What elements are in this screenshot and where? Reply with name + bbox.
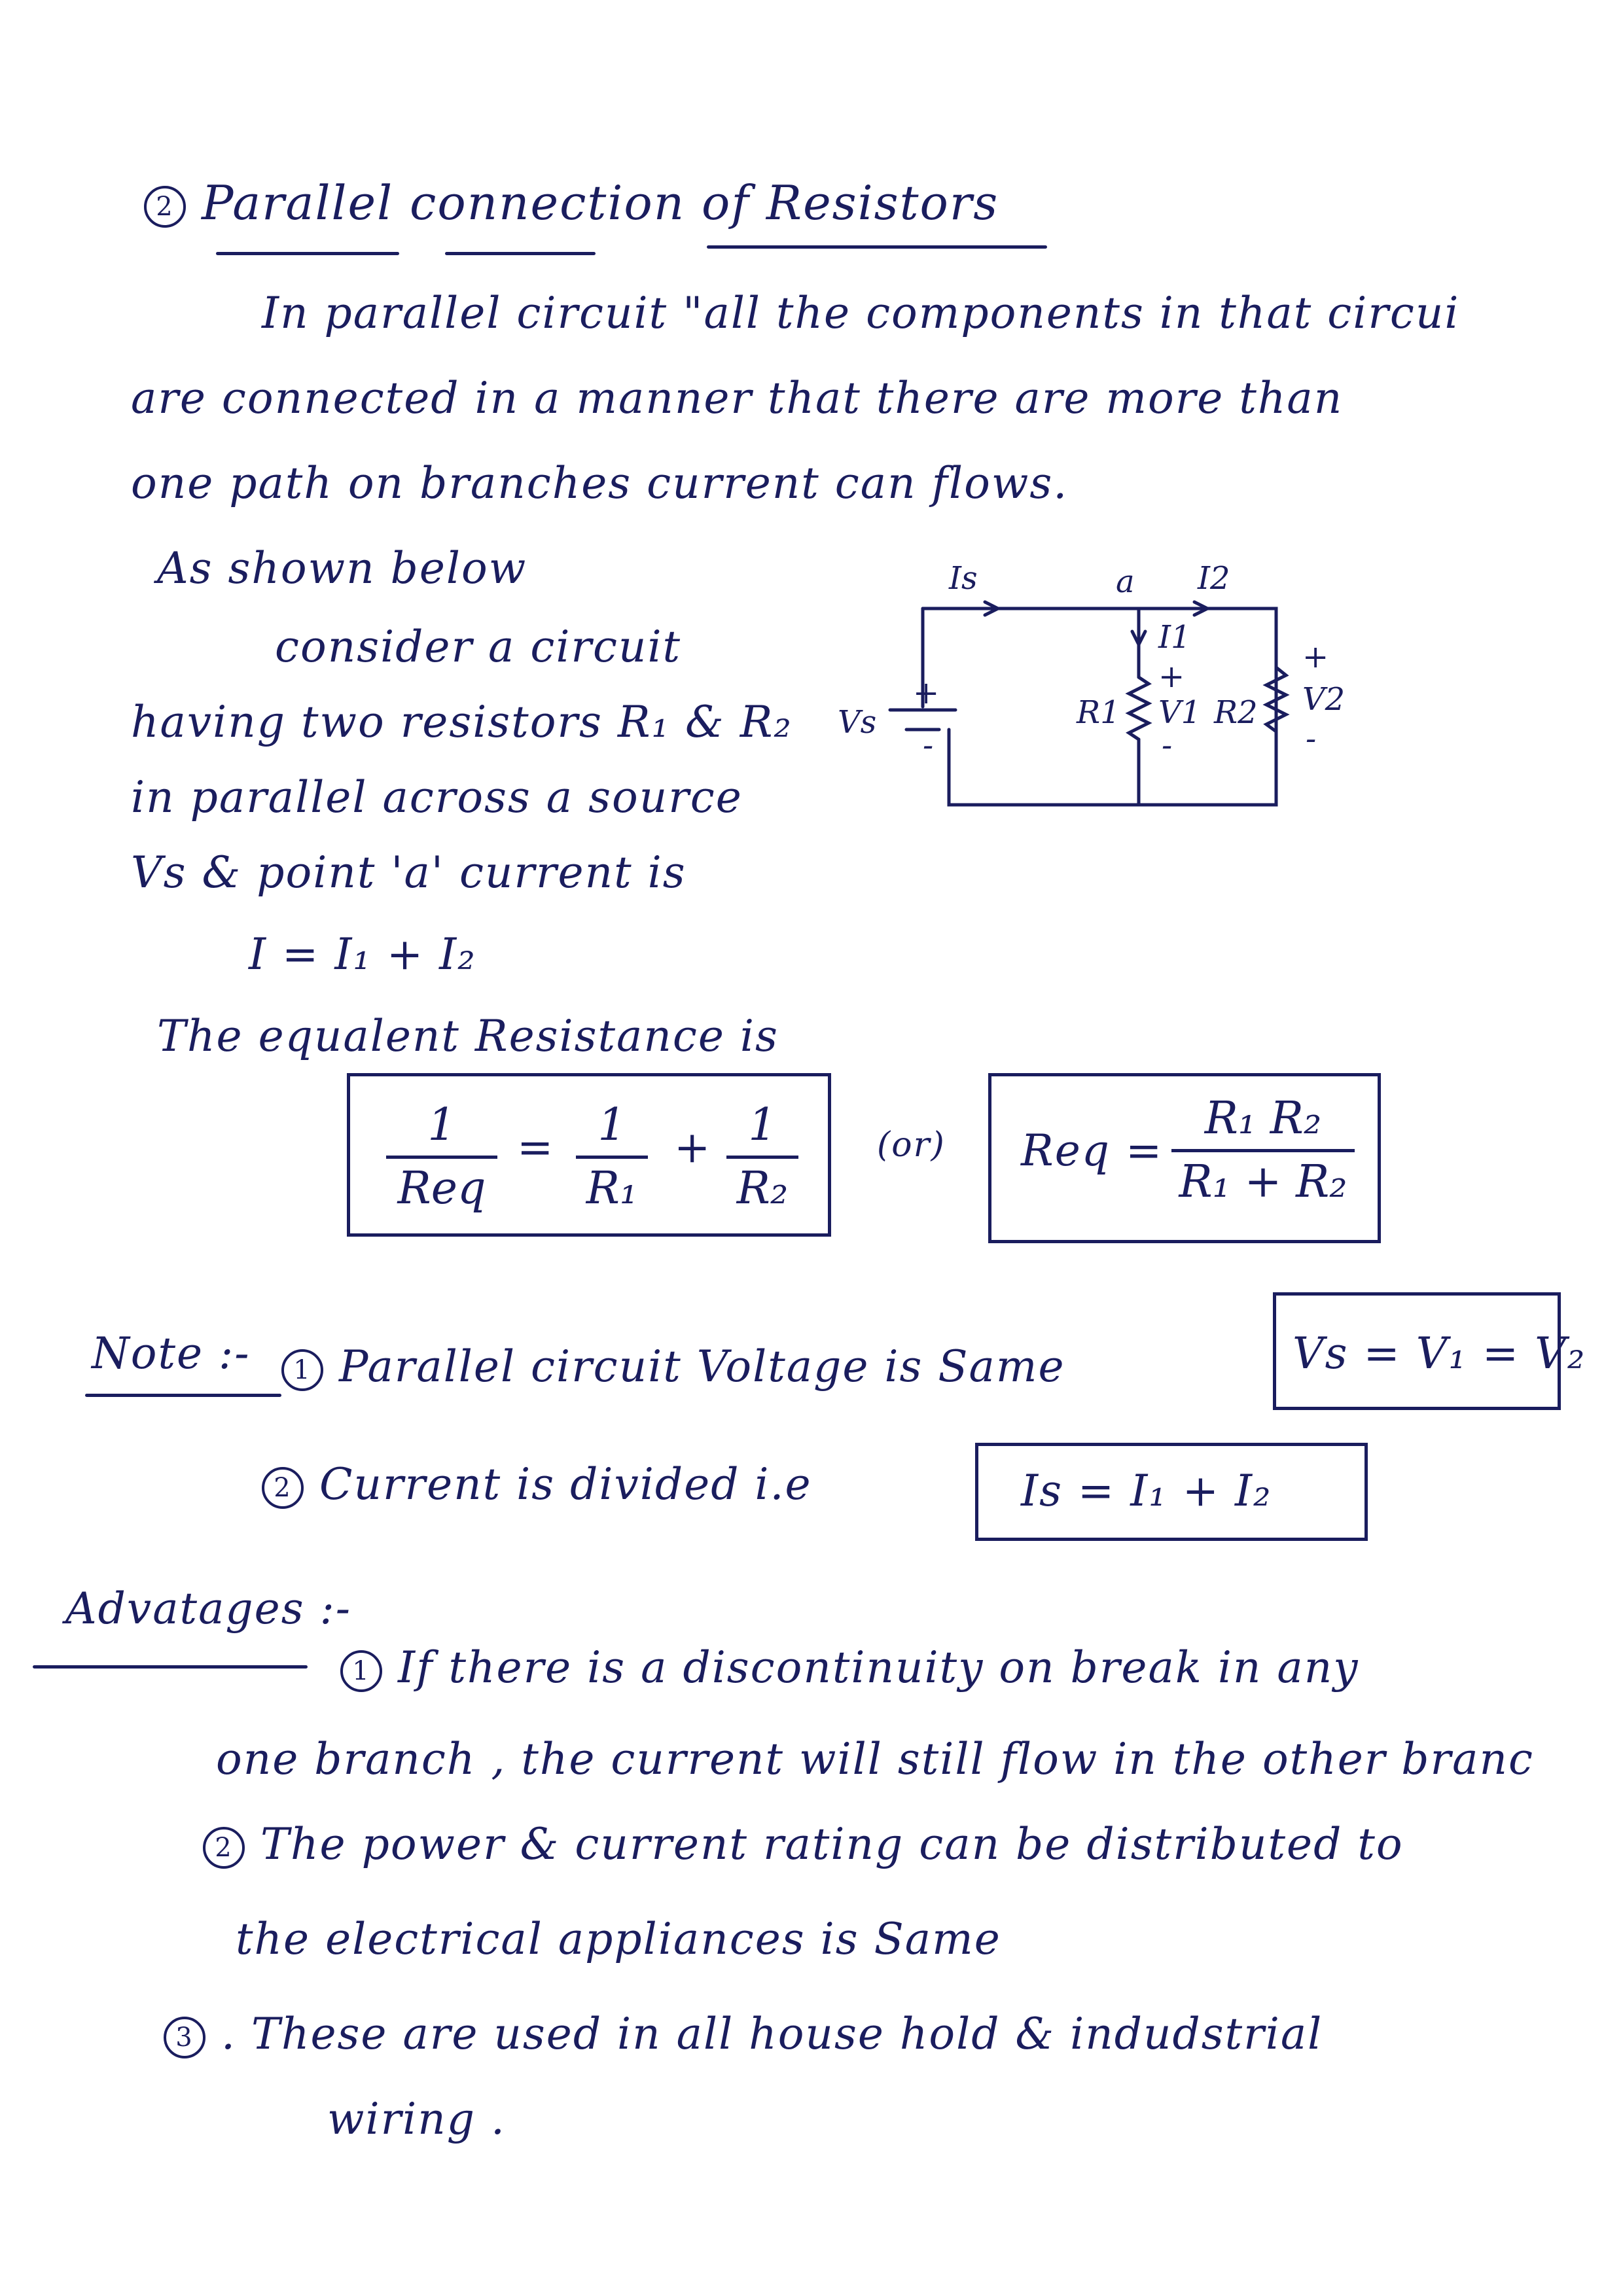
consider-line-3: in parallel across a source: [131, 772, 743, 822]
advantage-2-line-2: the electrical appliances is Same: [236, 1914, 1001, 1964]
advantage-3-number: 3: [164, 2017, 205, 2058]
formula1-plus: +: [674, 1122, 712, 1173]
advantage-1-number: 1: [340, 1650, 382, 1692]
label-battery-plus: +: [913, 675, 940, 711]
label-i1: I1: [1158, 619, 1191, 656]
label-node-a: a: [1116, 563, 1135, 600]
label-v1-minus: -: [1162, 727, 1173, 764]
note-item-1-formula: Vs = V₁ = V₂: [1293, 1328, 1586, 1379]
note-item-1-number: 1: [281, 1349, 323, 1391]
note-item-2-formula: Is = I₁ + I₂: [1021, 1466, 1272, 1516]
label-r2: R2: [1214, 694, 1258, 731]
advantage-1-line-1: 1 If there is a discontinuity on break in any: [340, 1642, 1359, 1693]
parallel-circuit-diagram: [818, 556, 1374, 883]
intro-line-1: In parallel circuit "all the components in that circui: [262, 288, 1460, 338]
resistor-r1: [1129, 677, 1149, 739]
advantage-3-line-1: 3 . These are used in all house hold & indudstrial: [164, 2009, 1323, 2059]
note-item-2-number: 2: [262, 1467, 304, 1509]
advantages-label: Advatages :-: [65, 1583, 352, 1634]
consider-line-1: consider a circuit: [275, 622, 682, 672]
label-v2-minus: -: [1306, 720, 1317, 757]
heading-underline-3: [707, 245, 1047, 249]
formula1-equals: =: [517, 1122, 555, 1173]
consider-line-4: Vs & point 'a' current is: [131, 847, 687, 898]
heading-underline-2: [445, 252, 596, 255]
heading-underline-1: [216, 252, 399, 255]
label-v1-plus: +: [1158, 658, 1185, 695]
frac-1-over-req: 1 Req: [386, 1099, 497, 1215]
note-label: Note :-: [92, 1328, 251, 1379]
label-r1: R1: [1077, 694, 1120, 731]
intro-line-3: one path on branches current can flows.: [131, 458, 1069, 508]
label-battery-minus: -: [923, 727, 934, 764]
label-v2-plus: +: [1302, 639, 1329, 675]
current-equation: I = I₁ + I₂: [249, 929, 476, 980]
advantage-3-line-2: wiring .: [327, 2094, 506, 2144]
advantage-2-line-1: 2 The power & current rating can be distributed to: [203, 1819, 1404, 1869]
section-title: Parallel connection of Resistors: [202, 175, 999, 230]
label-i2: I2: [1198, 560, 1230, 597]
advantage-1-line-2: one branch , the current will still flow in the other branc: [216, 1734, 1534, 1784]
note-item-2: [262, 1459, 812, 1510]
formula2-lhs: Req =: [1021, 1125, 1164, 1176]
or-word: (or): [877, 1125, 946, 1165]
advantages-underline: [33, 1665, 308, 1669]
equivalent-intro: The equalent Resistance is: [157, 1011, 779, 1061]
label-v1: V1: [1158, 694, 1202, 731]
frac-r1r2-over-sum: R₁ R₂ R₁ + R₂: [1171, 1093, 1355, 1209]
frac-1-over-r1: 1 R₁: [576, 1099, 648, 1215]
section-number: 2: [144, 186, 186, 228]
label-vs: Vs: [838, 704, 877, 741]
label-v2: V2: [1302, 681, 1346, 718]
note-underline: [85, 1394, 281, 1397]
intro-line-2: are connected in a manner that there are more than: [131, 373, 1344, 423]
consider-line-2: having two resistors R₁ & R₂: [131, 697, 793, 747]
note-item-2-text: Current is divided i.e: [319, 1459, 812, 1510]
advantage-2-number: 2: [203, 1827, 245, 1869]
note-item-1-text: Parallel circuit Voltage is Same: [339, 1341, 1065, 1392]
frac-1-over-r2: 1 R₂: [726, 1099, 798, 1215]
as-shown-below: As shown below: [157, 543, 527, 593]
section-heading: [144, 175, 999, 230]
label-is: Is: [949, 560, 978, 597]
note-item-1: [281, 1341, 1065, 1392]
